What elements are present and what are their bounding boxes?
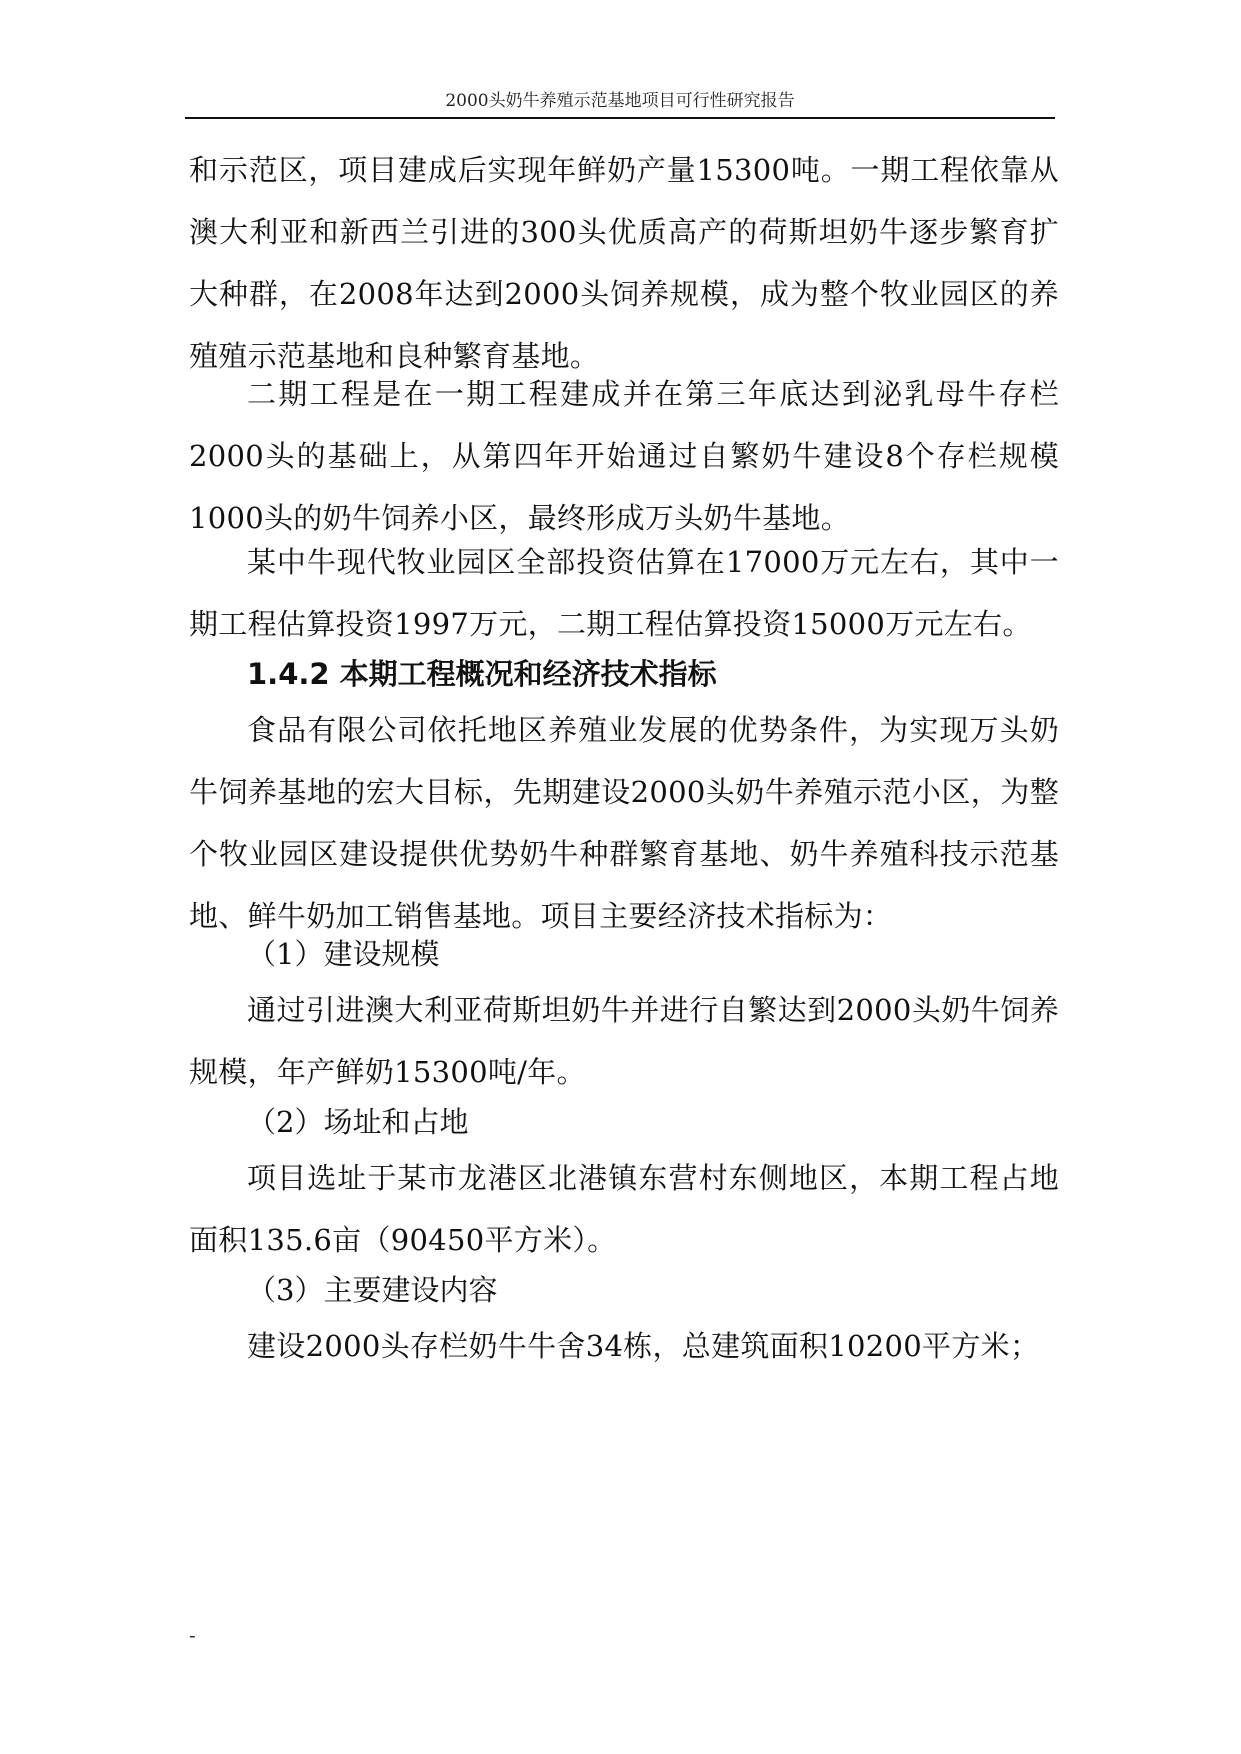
paragraph-2: 二期工程是在一期工程建成并在第三年底达到泌乳母牛存栏2000头的基础上，从第四年开始通过自繁奶牛建设8个存栏规模1000头的奶牛饲养小区，最终形成万头奶牛基地。 (189, 377, 1059, 535)
paragraph-7: 建设2000头存栏奶牛牛舍34栋，总建筑面积10200平方米； (247, 1329, 1040, 1363)
item-label-3: （3）主要建设内容 (247, 1273, 498, 1307)
paragraph-5: 通过引进澳大利亚荷斯坦奶牛并进行自繁达到2000头奶牛饲养规模，年产鲜奶15300吨/年。 (189, 993, 1059, 1089)
footer-mark: - (189, 1623, 196, 1647)
section-heading: 1.4.2 本期工程概况和经济技术指标 (247, 657, 717, 691)
item-label-2: （2）场址和占地 (247, 1105, 469, 1139)
paragraph-1: 和示范区，项目建成后实现年鲜奶产量15300吨。一期工程依靠从澳大利亚和新西兰引进的300头优质高产的荷斯坦奶牛逐步繁育扩大种群，在2008年达到2000头饲养规模，成为整个牧业园区的养殖殖示范基地和良种繁育基地。 (189, 153, 1059, 373)
paragraph-6: 项目选址于某市龙港区北港镇东营村东侧地区，本期工程占地面积135.6亩（90450平方米）。 (189, 1161, 1059, 1257)
header-divider (185, 117, 1055, 119)
item-label-1: （1）建设规模 (247, 937, 440, 971)
paragraph-3: 某中牛现代牧业园区全部投资估算在17000万元左右，其中一期工程估算投资1997万元，二期工程估算投资15000万元左右。 (189, 545, 1059, 641)
page-header-title: 2000头奶牛养殖示范基地项目可行性研究报告 (445, 91, 795, 111)
paragraph-4: 食品有限公司依托地区养殖业发展的优势条件，为实现万头奶牛饲养基地的宏大目标，先期建设2000头奶牛养殖示范小区，为整个牧业园区建设提供优势奶牛种群繁育基地、奶牛养殖科技示范基地、鲜牛奶加工销售基地。项目主要经济技术指标为： (189, 713, 1059, 933)
